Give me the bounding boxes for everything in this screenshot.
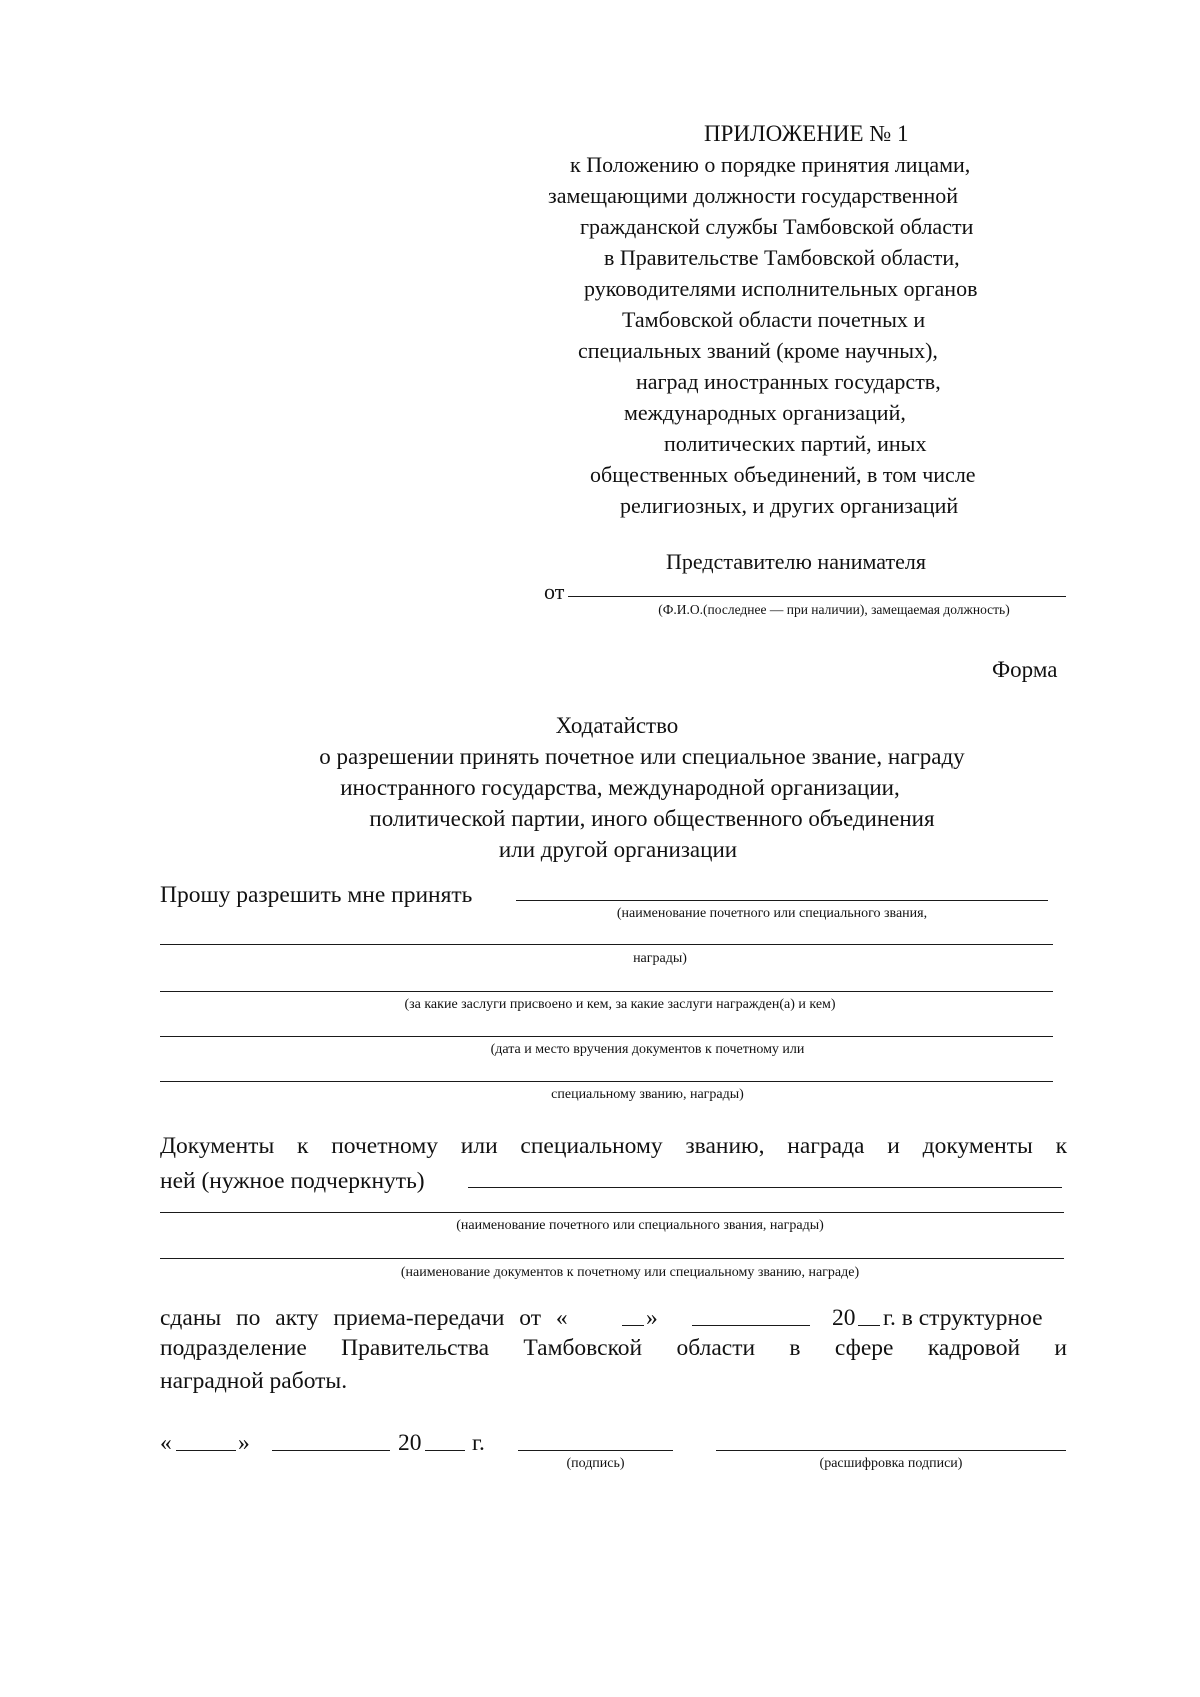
handover-text: »	[646, 1305, 658, 1331]
appendix-line: политических партий, иных	[664, 431, 927, 456]
from-label: от	[544, 579, 565, 604]
signature-day-line[interactable]	[176, 1450, 236, 1451]
handover-text: г. в структурное	[883, 1305, 1043, 1331]
request-caption: (за какие заслуги присвоено и кем, за какие заслуги награжден(а) и кем)	[404, 997, 836, 1012]
handover-day-line[interactable]	[622, 1325, 644, 1326]
documents-caption: (наименование документов к почетному или специальному званию, награде)	[400, 1265, 860, 1280]
signature-decoding-caption: (расшифровка подписи)	[819, 1456, 963, 1471]
documents-line: ней (нужное подчеркнуть)	[160, 1168, 425, 1194]
petition-subtitle-line: о разрешении принять почетное или специальное звание, награду	[319, 744, 965, 769]
date-year-suffix: г.	[472, 1430, 485, 1456]
appendix-line: международных организаций,	[624, 400, 906, 425]
award-name-line-2[interactable]	[160, 944, 1053, 945]
documents-underline-line[interactable]	[468, 1187, 1062, 1188]
appendix-line: Тамбовской области почетных и	[622, 307, 926, 332]
appendix-line: руководителями исполнительных органов	[584, 276, 978, 301]
handover-date-line[interactable]	[160, 1036, 1053, 1037]
documents-line: Документы к почетному или специальному званию, награда и документы к	[160, 1133, 1067, 1159]
signature-month-line[interactable]	[272, 1450, 390, 1451]
date-quote-close: »	[238, 1430, 250, 1456]
from-input-line[interactable]	[568, 596, 1066, 597]
request-intro: Прошу разрешить мне принять	[160, 882, 473, 908]
handover-date-line-2[interactable]	[160, 1081, 1053, 1082]
from-caption: (Ф.И.О.(последнее — при наличии), замещаемая должность)	[658, 602, 1010, 617]
petition-title: Ходатайство	[555, 713, 679, 738]
petition-subtitle-line: или другой организации	[498, 837, 738, 862]
signature-caption: (подпись)	[566, 1456, 625, 1471]
award-name-line[interactable]	[516, 900, 1048, 901]
appendix-line: гражданской службы Тамбовской области	[580, 214, 974, 239]
form-label: Форма	[992, 657, 1058, 682]
appendix-line: религиозных, и других организаций	[620, 493, 959, 518]
appendix-line: замещающими должности государственной	[548, 183, 959, 208]
petition-subtitle-line: иностранного государства, международной организации,	[340, 775, 900, 800]
merits-line[interactable]	[160, 991, 1053, 992]
request-caption: награды)	[633, 951, 687, 966]
addressee-to: Представителю нанимателя	[666, 549, 926, 574]
appendix-line: наград иностранных государств,	[636, 369, 941, 394]
signature-year-line[interactable]	[425, 1450, 465, 1451]
documents-caption: (наименование почетного или специального звания, награды)	[456, 1218, 824, 1233]
handover-year-line[interactable]	[858, 1325, 880, 1326]
petition-subtitle-line: политической партии, иного общественного объединения	[369, 806, 935, 831]
handover-line: наградной работы.	[160, 1368, 348, 1394]
appendix-title: ПРИЛОЖЕНИЕ № 1	[704, 121, 909, 146]
documents-name-line[interactable]	[160, 1212, 1064, 1213]
appendix-line: специальных званий (кроме научных),	[578, 338, 938, 363]
date-year-prefix: 20	[398, 1430, 422, 1456]
handover-line: подразделение Правительства Тамбовской области в сфере кадровой и	[160, 1335, 1067, 1361]
appendix-line: общественных объединений, в том числе	[590, 462, 976, 487]
request-caption: специальному званию, награды)	[551, 1087, 744, 1102]
signature-line[interactable]	[518, 1450, 673, 1451]
handover-month-line[interactable]	[692, 1325, 810, 1326]
appendix-line: в Правительстве Тамбовской области,	[604, 245, 960, 270]
date-quote-open: «	[160, 1430, 172, 1456]
signature-decoding-line[interactable]	[716, 1450, 1066, 1451]
request-caption: (дата и место вручения документов к почетному или	[490, 1042, 805, 1057]
appendix-line: к Положению о порядке принятия лицами,	[570, 152, 971, 177]
handover-text: 20	[832, 1305, 856, 1331]
request-caption: (наименование почетного или специального звания,	[616, 906, 928, 921]
handover-text: сданы по акту приема-передачи от «	[160, 1305, 568, 1331]
documents-list-line[interactable]	[160, 1258, 1064, 1259]
